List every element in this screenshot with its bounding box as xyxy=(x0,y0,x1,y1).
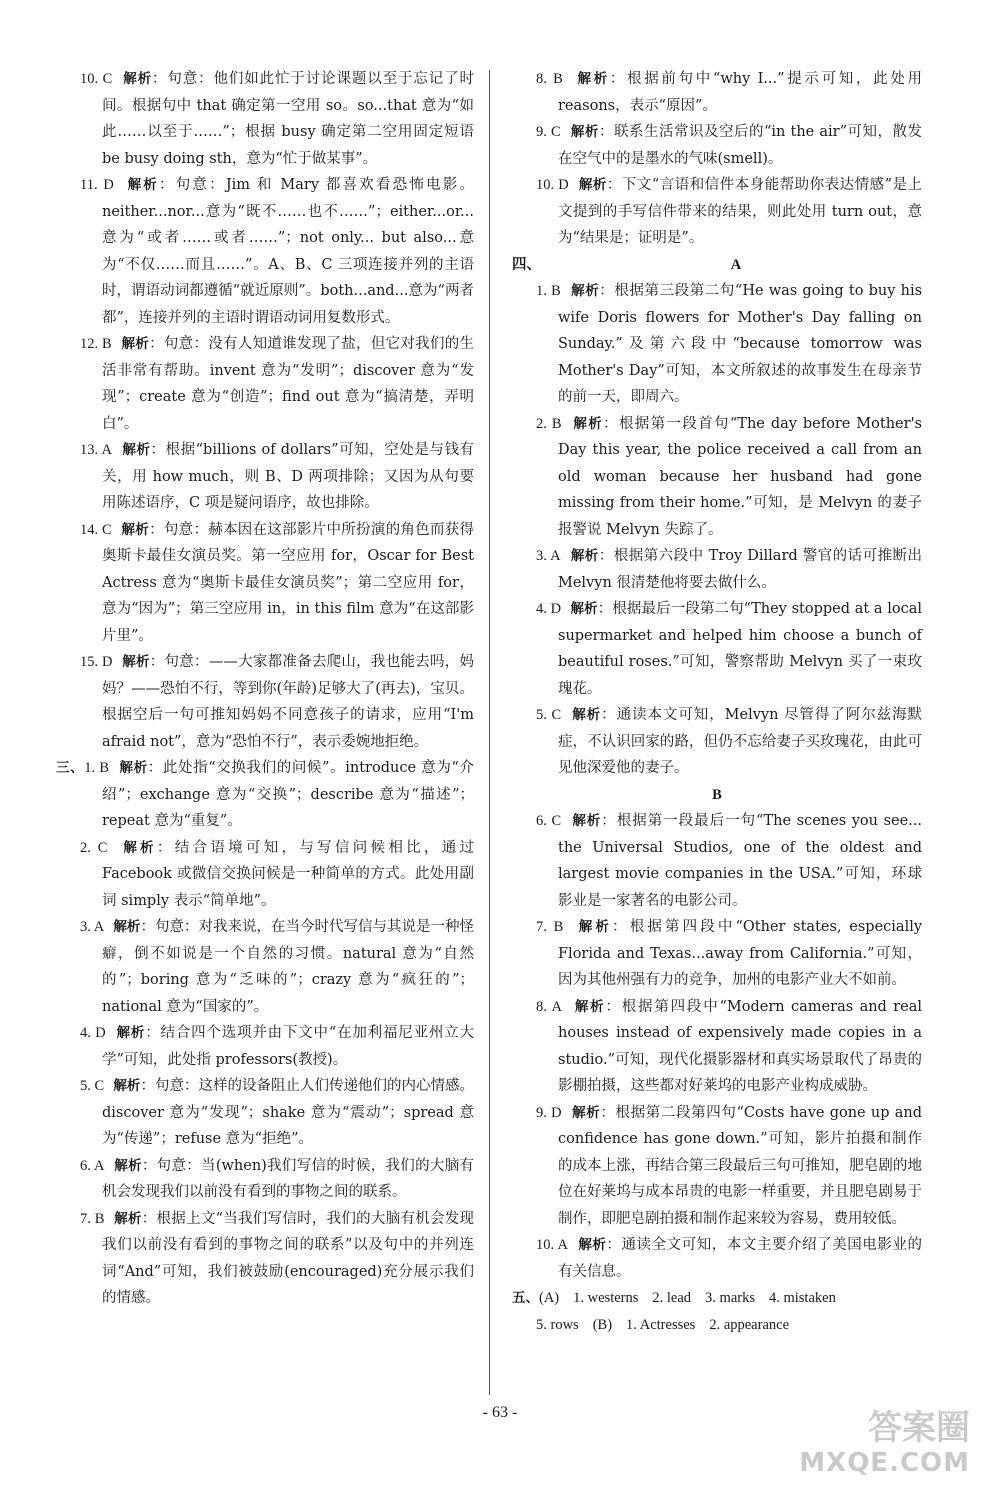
answer-number: 1. B xyxy=(84,760,110,776)
analysis-text: ：根据第六段中 Troy Dillard 警官的话可推断出 Melvyn 很清楚他将要去做什么。 xyxy=(558,548,923,591)
analysis-text: ：通读本文可知，Melvyn 尽管得了阿尔兹海默症，不认识回家的路，但仍不忘给妻子买玫瑰花，由此可见他深爱他的妻子。 xyxy=(558,707,923,776)
analysis-label: 解析 xyxy=(113,1078,141,1094)
analysis-label: 解析 xyxy=(122,442,151,458)
answer-number: 4. D xyxy=(80,1025,106,1041)
answer-number: 9. D xyxy=(536,1104,562,1121)
analysis-text: ：联系生活常识及空后的“in the air”可知，散发在空气中的是墨水的气味(smell)。 xyxy=(558,124,923,167)
analysis-text: ：根据最后一段第二句“They stopped at a local supermarket and helped him choose a bunch of beautiful roses.”可知，警察帮助 Melvyn 买了一束玫瑰花。 xyxy=(558,601,923,697)
analysis-text: ：根据第一段首句“The day before Mother's Day this year, the police received a call from an old woman because her husband had gone missing from their home.”可知，是 Melvyn 的妻子报警说 Melvyn 失踪了。 xyxy=(558,415,922,538)
answer-item-3-1 xyxy=(56,755,474,835)
answer-item-3-4 xyxy=(56,1020,474,1073)
answer-number: 12. B xyxy=(80,336,112,352)
answer-item-11 xyxy=(56,172,474,331)
answer-number: 7. B xyxy=(536,919,564,935)
answer-item-3-10 xyxy=(512,172,922,252)
watermark-logo xyxy=(799,1408,970,1478)
analysis-label: 解析 xyxy=(121,336,150,352)
analysis-label: 解析 xyxy=(578,919,613,935)
answer-item-10 xyxy=(56,66,474,172)
analysis-label: 解析 xyxy=(574,998,606,1015)
section-five-line-1 xyxy=(512,1285,922,1312)
answer-item-4a-3 xyxy=(512,543,922,596)
analysis-label: 解析 xyxy=(114,1157,142,1174)
answer-number: 14. C xyxy=(80,521,112,538)
answer-number: 4. D xyxy=(536,601,562,617)
analysis-label: 解析 xyxy=(573,415,604,432)
answer-number: 13. A xyxy=(80,442,112,458)
analysis-label: 解析 xyxy=(570,124,599,140)
word-answer: 4. mistaken xyxy=(768,1290,836,1306)
answer-number: 8. B xyxy=(536,71,563,87)
answer-number: 10. A xyxy=(536,1237,568,1253)
word-answer: (B) xyxy=(592,1316,613,1333)
answer-item-4b-6 xyxy=(512,808,922,914)
passage-label-a: A xyxy=(730,256,742,273)
analysis-text: ：根据“billions of dollars”可知，空处是与钱有关，用 how much，则 B、D 两项排除；又因为从句要用陈述语序，C 项是疑问语序，故也排除。 xyxy=(102,442,475,511)
answer-number: 7. B xyxy=(80,1210,105,1227)
analysis-label: 解析 xyxy=(570,601,598,617)
answer-item-3-6 xyxy=(56,1153,474,1206)
answer-item-3-8 xyxy=(512,66,922,119)
analysis-text: ：句意：这样的设备阻止人们传递他们的内心情感。discover 意为“发现”；shake 意为“震动”；spread 意为“传递”；refuse 意为“拒绝”。 xyxy=(102,1078,475,1147)
answer-item-4a-1 xyxy=(512,278,922,411)
passage-label-b: B xyxy=(712,786,722,803)
word-answer: (A) xyxy=(539,1290,560,1306)
analysis-text: ：句意：Jim 和 Mary 都喜欢看恐怖电影。neither...nor...意为“既不……也不……”；either...or...意为“或者……或者……”；not only... but also...意为“不仅……而且……”。A、B、C 三项连接并列的主语时，谓语动词都遵循“就近原则”。both...and...意为“两者都”，连接并列的主语时谓语动词用复数形式。 xyxy=(102,177,475,326)
analysis-label: 解析 xyxy=(578,1237,607,1253)
analysis-label: 解析 xyxy=(123,71,153,87)
section-four-heading xyxy=(512,252,922,279)
analysis-label: 解析 xyxy=(113,919,141,935)
answer-item-3-9 xyxy=(512,119,922,172)
answer-item-4b-9 xyxy=(512,1100,922,1233)
answer-item-4b-8 xyxy=(512,994,922,1100)
left-column xyxy=(56,66,474,1312)
analysis-text: ：句意：赫本因在这部影片中所扮演的角色而获得奥斯卡最佳女演员奖。第一空应用 for，Oscar for Best Actress 意为“奥斯卡最佳女演员奖”；第二空应用 for，意为“因为”；第三空应用 in，in this film 意为“在这部影片里”。 xyxy=(102,521,475,644)
section-five-line-2 xyxy=(512,1312,922,1339)
analysis-label: 解析 xyxy=(571,283,600,299)
analysis-text: ：根据第四段中“Other states, especially Florida and Texas...away from California.”可知，因为其他州强有力的竞争，加州的电影产业大不如前。 xyxy=(558,919,923,988)
answer-number: 5. C xyxy=(536,707,562,723)
analysis-text: ：句意：——大家都准备去爬山，我也能去吗，妈妈？——恐怕不行，等到你(年龄)足够大了(再去)，宝贝。根据空后一句可推知妈妈不同意孩子的请求，应用“I'm afraid not”，意为“恐怕不行”，表示委婉地拒绝。 xyxy=(102,654,475,750)
analysis-label: 解析 xyxy=(572,707,602,723)
answer-item-12 xyxy=(56,331,474,437)
section-label: 五、 xyxy=(512,1290,539,1306)
analysis-text: ：通读全文可知，本文主要介绍了美国电影业的有关信息。 xyxy=(558,1237,923,1280)
analysis-label: 解析 xyxy=(127,177,159,193)
analysis-text: ：根据前句中“why I...”提示可知，此处用 reasons，表示“原因”。 xyxy=(558,71,923,114)
section-label: 四、 xyxy=(512,256,541,273)
word-answer: 2. lead xyxy=(652,1290,692,1306)
answer-item-4a-5 xyxy=(512,702,922,782)
analysis-text: ：根据第三段第二句“He was going to buy his wife Doris flowers for Mother's Day falling on Sunday.”及第六段中“because tomorrow was Mother's Day”可知，本文所叙述的故事发生在母亲节的前一天，即周六。 xyxy=(558,283,923,405)
answer-number: 2. B xyxy=(536,415,562,432)
answer-item-3-7 xyxy=(56,1206,474,1312)
analysis-label: 解析 xyxy=(123,839,157,856)
analysis-label: 解析 xyxy=(572,813,602,829)
analysis-text: ：句意：当(when)我们写信的时候，我们的大脑有机会发现我们以前没有看到的事物之间的联系。 xyxy=(102,1157,474,1200)
answer-number: 6. C xyxy=(536,813,562,829)
watermark-domain: MXQE.COM xyxy=(799,1448,970,1478)
analysis-text: ：根据上文“当我们写信时，我们的大脑有机会发现我们以前没有看到的事物之间的联系”以及句中的并列连词“And”可知，我们被鼓励(encouraged)充分展示我们的情感。 xyxy=(102,1210,475,1306)
analysis-label: 解析 xyxy=(577,71,610,87)
answer-number: 11. D xyxy=(80,177,114,193)
answer-item-14 xyxy=(56,517,474,650)
analysis-label: 解析 xyxy=(121,521,150,538)
analysis-label: 解析 xyxy=(572,1104,601,1121)
analysis-label: 解析 xyxy=(570,548,599,564)
answer-item-4b-10 xyxy=(512,1232,922,1285)
answer-item-4b-7 xyxy=(512,914,922,994)
analysis-text: ：此处指“交换我们的问候”。introduce 意为“介绍”；exchange 意为“交换”；describe 意为“描述”；repeat 意为“重复”。 xyxy=(102,760,475,829)
section-five xyxy=(512,1285,922,1338)
answer-item-15 xyxy=(56,649,474,755)
watermark-title: 答案圈 xyxy=(868,1408,970,1448)
column-divider xyxy=(489,70,490,1395)
answer-number: 9. C xyxy=(536,124,561,140)
answer-number: 2. C xyxy=(80,839,108,856)
word-answer: 1. Actresses xyxy=(626,1316,696,1333)
section-label: 三、 xyxy=(56,760,85,776)
word-answer: 3. marks xyxy=(705,1290,755,1306)
word-answer: 5. rows xyxy=(536,1316,579,1333)
answer-number: 3. A xyxy=(80,919,105,935)
analysis-label: 解析 xyxy=(578,177,607,193)
analysis-text: ：句意：没有人知道谁发现了盐，但它对我们的生活非常有帮助。invent 意为“发明”；discover 意为“发现”；create 意为“创造”；find out 意为“搞清楚，弄明白”。 xyxy=(102,336,475,432)
answer-item-3-2 xyxy=(56,835,474,915)
answer-number: 10. C xyxy=(80,71,113,87)
answer-item-3-3 xyxy=(56,914,474,1020)
word-answer: 1. westerns xyxy=(573,1290,639,1306)
answer-item-13 xyxy=(56,437,474,517)
analysis-text: ：结合语境可知，与写信问候相比，通过 Facebook 或微信交换问候是一种简单的方式。此处用副词 simply 表示“简单地”。 xyxy=(102,839,475,909)
analysis-text: ：句意：对我来说，在当今时代写信与其说是一种怪癖，倒不如说是一个自然的习惯。natural 意为“自然的”；boring 意为“乏味的”；crazy 意为“疯狂的”；national 意为“国家的”。 xyxy=(102,919,475,1015)
analysis-text: ：根据第四段中“Modern cameras and real houses instead of expensively made copies in a studio.”可知，现代化摄影器材和真实场景取代了昂贵的影棚拍摄，这些都对好莱坞的电影产业构成威胁。 xyxy=(558,998,923,1094)
analysis-text: ：根据第二段第四句“Costs have gone up and confidence has gone down.”可知，影片拍摄和制作的成本上涨，再结合第三段最后三句可推知，肥皂剧的地位在好莱坞与成本昂贵的电影一样重要，并且肥皂剧易于制作，即肥皂剧拍摄和制作起来较为容易，费用较低。 xyxy=(558,1104,922,1227)
answer-number: 8. A xyxy=(536,998,562,1015)
answer-number: 6. A xyxy=(80,1157,105,1174)
answer-number: 1. B xyxy=(536,283,561,299)
page-number: - 63 - xyxy=(482,1404,518,1421)
analysis-label: 解析 xyxy=(119,760,148,776)
analysis-text: ：下文“言语和信件本身能帮助你表达情感”是上文提到的手写信件带来的结果，则此处用 turn out，意为“结果是；证明是”。 xyxy=(558,177,923,246)
answer-number: 10. D xyxy=(536,177,569,193)
word-answer: 2. appearance xyxy=(709,1316,790,1333)
answer-number: 15. D xyxy=(80,654,113,670)
answer-number: 3. A xyxy=(536,548,561,564)
analysis-label: 解析 xyxy=(122,654,150,670)
analysis-label: 解析 xyxy=(114,1210,142,1227)
analysis-text: ：结合四个选项并由下文中“在加利福尼亚州立大学”可知，此处指 professors(教授)。 xyxy=(102,1025,474,1068)
answer-item-4a-2 xyxy=(512,411,922,544)
answer-item-3-5 xyxy=(56,1073,474,1153)
answer-item-4a-4 xyxy=(512,596,922,702)
right-column xyxy=(512,66,922,1338)
analysis-text: ：句意：他们如此忙于讨论课题以至于忘记了时间。根据句中 that 确定第一空用 so。so...that 意为“如此……以至于……”；根据 busy 确定第二空用固定短语 be busy doing sth，意为“忙于做某事”。 xyxy=(102,71,475,167)
analysis-text: ：根据第一段最后一句“The scenes you see... the Universal Studios, one of the oldest and largest movie companies in the USA.”可知，环球影业是一家著名的电影公司。 xyxy=(558,813,923,909)
answer-number: 5. C xyxy=(80,1078,105,1094)
analysis-label: 解析 xyxy=(116,1025,146,1041)
